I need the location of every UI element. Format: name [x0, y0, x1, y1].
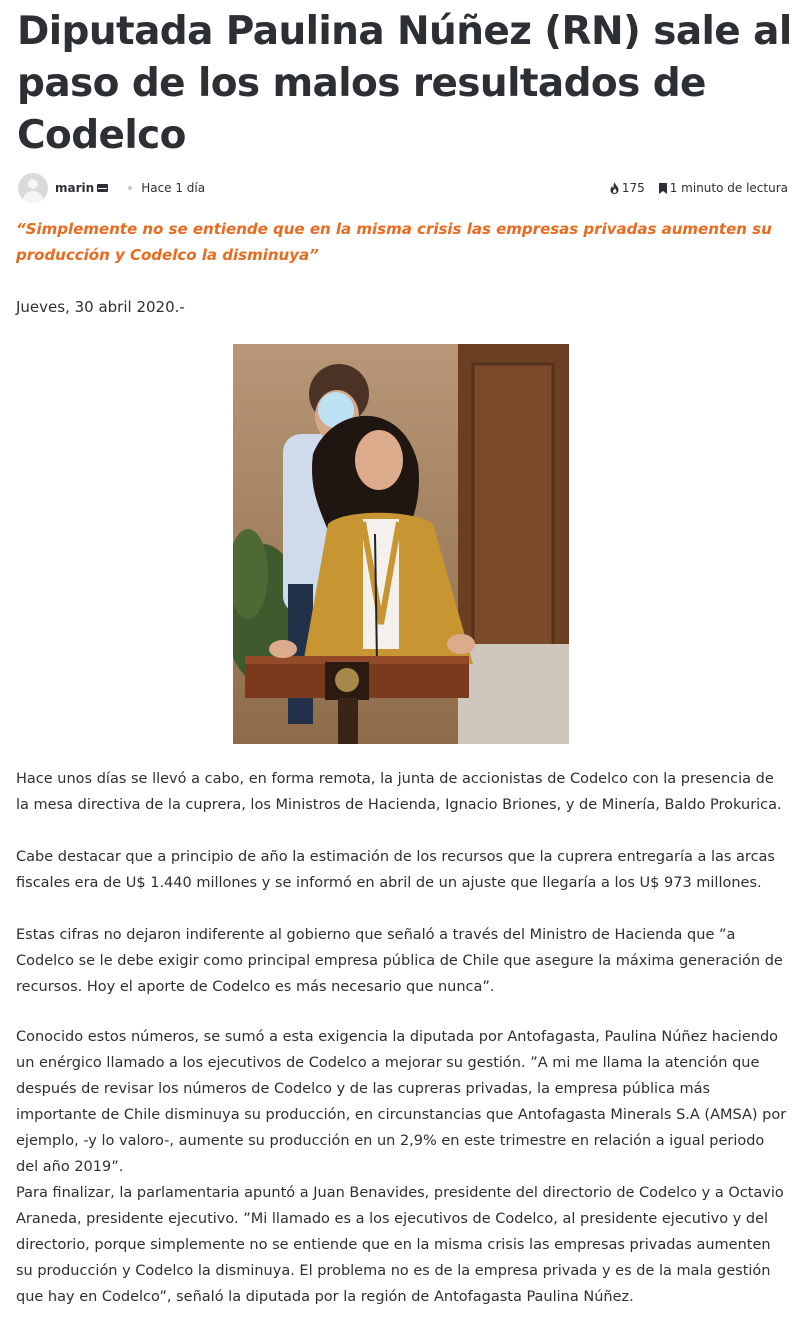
author-avatar-icon[interactable] — [18, 173, 48, 203]
body-paragraph-4: Conocido estos números, se sumó a esta exigencia la diputada por Antofagasta, Paulina Núñez haciendo un enérgico llamado a los ejecutivos de Codelco a mejorar su gestión. ”A mi me llama la atención que después de revisar los números de Codelco y de las cupreras privadas, la empresa pública más importante de Chile disminuya su producción, en circunstancias que Antofagasta Minerals S.A (AMSA) por ejemplo, -y lo valoro-, aumente su producción en un 2,9% en este trimestre en relación a igual periodo del año 2019”. — [16, 1029, 787, 1175]
body-paragraph-3: Estas cifras no dejaron indiferente al gobierno que señaló a través del Ministro de Hacienda que ”a Codelco se le debe exigir como principal empresa pública de Chile que asegure la máxima generación de recursos. Hoy el aporte de Codelco es más necesario que nunca”. — [16, 927, 783, 995]
dateline: Jueves, 30 abril 2020.- — [16, 298, 185, 316]
article-title: Diputada Paulina Núñez (RN) sale al paso de los malos resultados de Codelco — [17, 9, 792, 158]
meta-separator — [128, 186, 132, 190]
reading-time: 1 minuto de lectura — [669, 181, 788, 195]
photo-illustration — [233, 344, 569, 744]
envelope-icon[interactable] — [97, 184, 108, 192]
lead-quote: “Simplemente no se entiende que en la misma crisis las empresas privadas aumenten su producción y Codelco la disminuya” — [16, 220, 772, 264]
author-name-link[interactable]: marin — [55, 181, 95, 195]
body-paragraph-1: Hace unos días se llevó a cabo, en forma remota, la junta de accionistas de Codelco con la presencia de la mesa directiva de la cuprera, los Ministros de Hacienda, Ignacio Briones, y de Minería, Baldo Prokurica. — [16, 771, 782, 813]
post-meta — [18, 171, 788, 205]
bookmark-icon — [659, 183, 667, 194]
flame-icon — [610, 182, 619, 194]
article-photo — [233, 344, 569, 744]
view-count: 175 — [621, 181, 645, 195]
post-date: Hace 1 día — [141, 181, 206, 195]
body-paragraph-5: Para finalizar, la parlamentaria apuntó a Juan Benavides, presidente del directorio de Codelco y a Octavio Araneda, presidente ejecutivo. ”Mi llamado es a los ejecutivos de Codelco, al presidente ejecutivo y del directorio, porque simplemente no se entiende que en la misma crisis las empresas privadas aumenten su producción y Codelco la disminuya. El problema no es de la empresa privada y es de la mala gestión que hay en Codelco”, señaló la diputada por la región de Antofagasta Paulina Núñez. — [16, 1185, 784, 1305]
body-paragraph-2: Cabe destacar que a principio de año la estimación de los recursos que la cuprera entregaría a las arcas fiscales era de U$ 1.440 millones y se informó en abril de un ajuste que llegaría a los U$ 973 millones. — [16, 849, 775, 891]
post-stats — [610, 181, 788, 195]
